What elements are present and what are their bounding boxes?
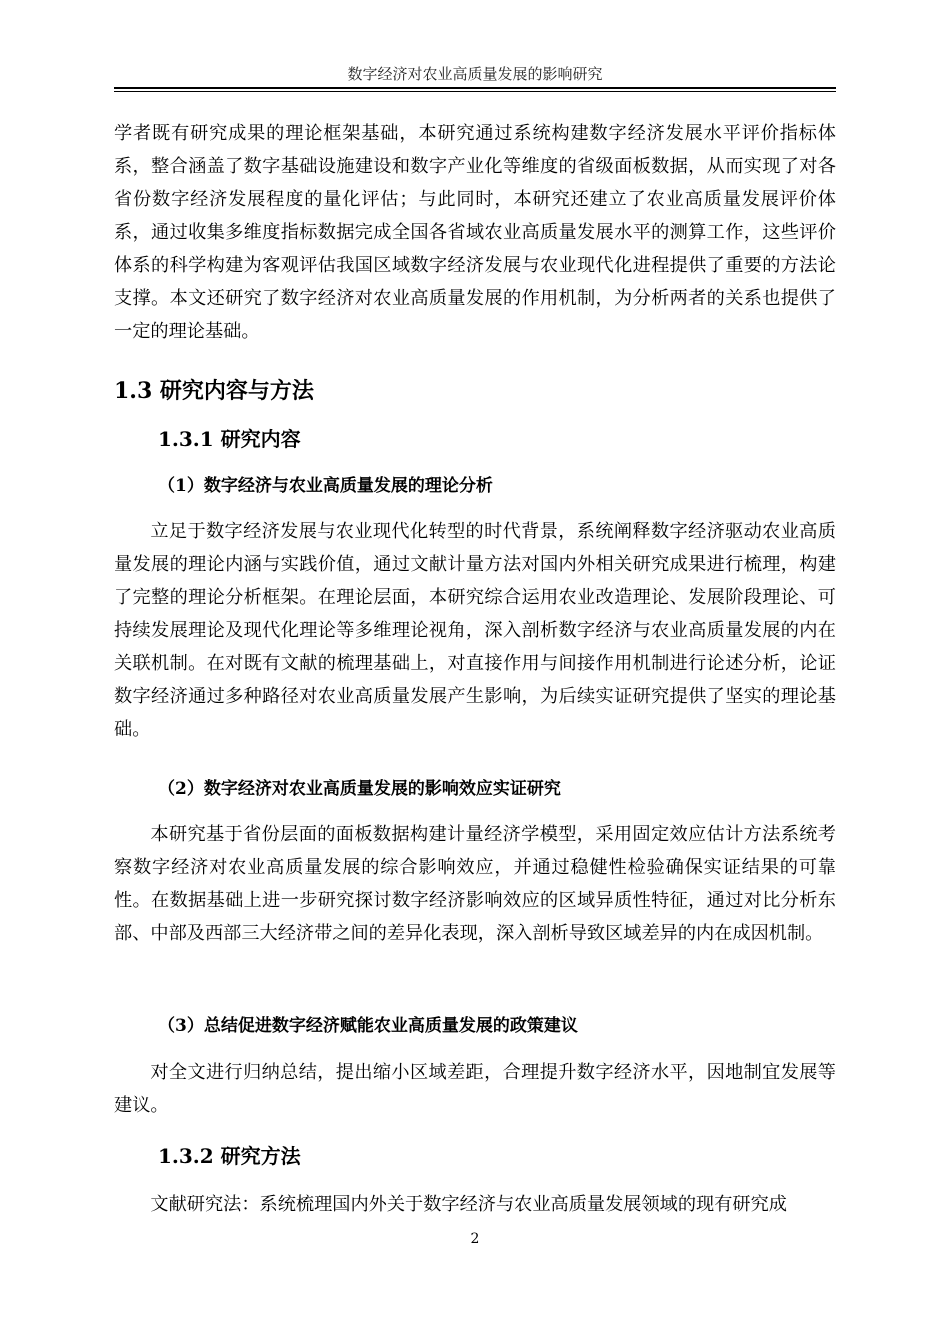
header-rule-thick [114, 87, 836, 89]
header-rule-thin [114, 91, 836, 92]
subsection-heading-method: 1.3.2 研究方法 [158, 1144, 301, 1168]
paragraph-1: 立足于数字经济发展与农业现代化转型的时代背景，系统阐释数字经济驱动农业高质量发展的理论内涵与实践价值，通过文献计量方法对国内外相关研究成果进行梳理，构建了完整的理论分析框架。在理论层面，本研究综合运用农业改造理论、发展阶段理论、可持续发展理论及现代化理论等多维理论视角，深入剖析数字经济与农业高质量发展的内在关联机制。在对既有文献的梳理基础上，对直接作用与间接作用机制进行论述分析，论证数字经济通过多种路径对农业高质量发展产生影响，为后续实证研究提供了坚实的理论基础。 [114, 521, 836, 740]
paragraph-4-block [114, 1188, 836, 1221]
paragraph-2: 本研究基于省份层面的面板数据构建计量经济学模型，采用固定效应估计方法系统考察数字经济对农业高质量发展的综合影响效应，并通过稳健性检验确保实证结果的可靠性。在数据基础上进一步研究探讨数字经济影响效应的区域异质性特征，通过对比分析东部、中部及西部三大经济带之间的差异化表现，深入剖析导致区域差异的内在成因机制。 [114, 824, 836, 944]
intro-paragraph-block [114, 117, 836, 348]
item-heading-2: （2）数字经济对农业高质量发展的影响效应实证研究 [158, 779, 561, 799]
paragraph-4: 文献研究法：系统梳理国内外关于数字经济与农业高质量发展领域的现有研究成 [150, 1194, 787, 1215]
subsection-heading-content: 1.3.1 研究内容 [158, 427, 301, 451]
item-heading-1: （1）数字经济与农业高质量发展的理论分析 [158, 476, 493, 496]
item-heading-3: （3）总结促进数字经济赋能农业高质量发展的政策建议 [158, 1016, 578, 1036]
running-header: 数字经济对农业高质量发展的影响研究 [347, 65, 603, 83]
section-heading: 1.3 研究内容与方法 [114, 378, 314, 404]
paragraph-3: 对全文进行归纳总结，提出缩小区域差距，合理提升数字经济水平，因地制宜发展等建议。 [114, 1062, 836, 1116]
paragraph-2-block [114, 818, 836, 950]
page-number: 2 [470, 1231, 480, 1247]
paragraph-3-block [114, 1056, 836, 1122]
paragraph-1-block [114, 515, 836, 746]
intro-paragraph: 学者既有研究成果的理论框架基础，本研究通过系统构建数字经济发展水平评价指标体系，整合涵盖了数字基础设施建设和数字产业化等维度的省级面板数据，从而实现了对各省份数字经济发展程度的量化评估；与此同时，本研究还建立了农业高质量发展评价体系，通过收集多维度指标数据完成全国各省域农业高质量发展水平的测算工作，这些评价体系的科学构建为客观评估我国区域数字经济发展与农业现代化进程提供了重要的方法论支撑。本文还研究了数字经济对农业高质量发展的作用机制，为分析两者的关系也提供了一定的理论基础。 [114, 123, 836, 342]
